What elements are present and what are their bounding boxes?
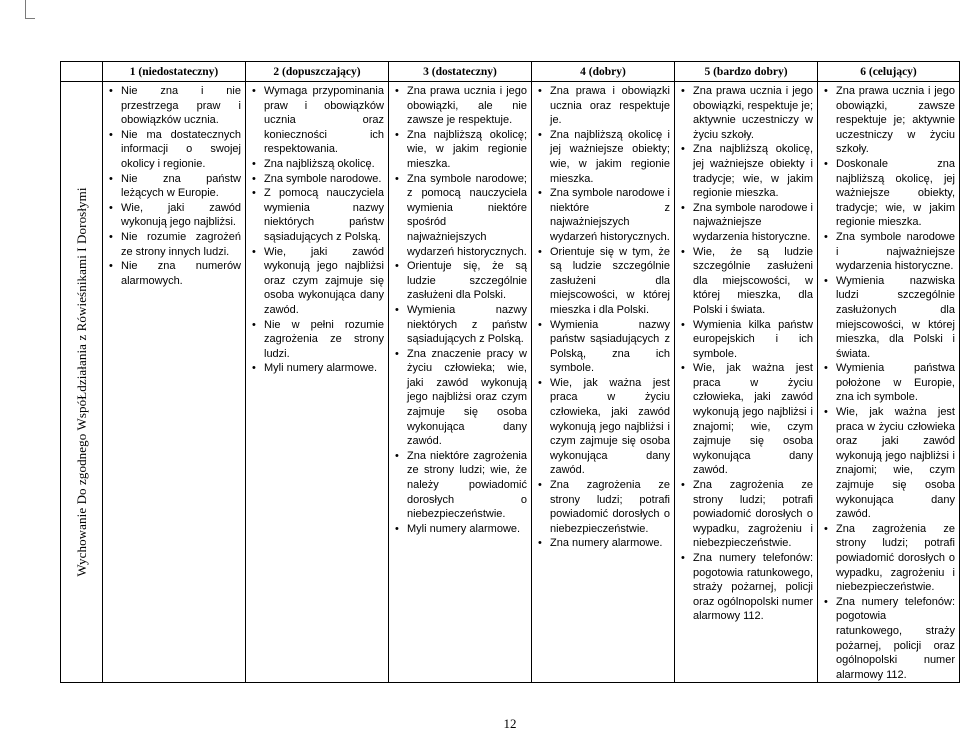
criteria-item: • Zna numery telefonów: pogotowia ratunkowego, straży pożarnej, policji oraz ogólnopolski numer alarmowy 112. [679, 551, 813, 624]
criteria-item: • Wie, jaki zawód wykonują jego najbliżsi oraz czym zajmuje się osoba wykonująca dany zawód. [250, 245, 384, 318]
criteria-item: • Wie, jaki zawód wykonują jego najbliżsi. [107, 201, 241, 230]
criteria-item: • Zna prawa ucznia i jego obowiązki, respektuje je; aktywnie uczestniczy w życiu szkoły. [679, 84, 813, 142]
criteria-item: • Wie, że są ludzie szczególnie zasłużeni dla miejscowości, w której mieszka, dla Polski i świata. [679, 245, 813, 318]
criteria-item: • Zna numery telefonów: pogotowia ratunkowego, straży pożarnej, policji oraz ogólnopolski numer alarmowy 112. [822, 595, 955, 683]
criteria-item: • Orientuje się, że są ludzie szczególnie zasłużeni dla Polski. [393, 259, 527, 303]
grade-cell-1 [103, 82, 246, 683]
criteria-item: • Wymienia kilka państw europejskich i ich symbole. [679, 318, 813, 362]
header-corner [61, 62, 103, 82]
criteria-list [675, 82, 817, 624]
criteria-item: • Zna prawa ucznia i jego obowiązki, ale nie zawsze je respektuje. [393, 84, 527, 128]
criteria-item: • Wymienia państwa położone w Europie, zna ich symbole. [822, 361, 955, 405]
criteria-item: • Myli numery alarmowe. [393, 522, 527, 537]
crop-mark [25, 0, 26, 18]
grade-cell-4 [532, 82, 675, 683]
grade-cell-3 [389, 82, 532, 683]
criteria-list [103, 82, 245, 288]
column-header: 4 (dobry) [532, 62, 675, 82]
grade-cell-5 [675, 82, 818, 683]
criteria-item: • Zna najbliższą okolicę, jej ważniejsze obiekty i tradycje; wie, w jakim regionie mieszka. [679, 142, 813, 200]
criteria-item: • Zna prawa i obowiązki ucznia oraz respektuje je. [536, 84, 670, 128]
criteria-item: • Wymienia nazwy niektórych z państw sąsiadujących z Polską. [393, 303, 527, 347]
criteria-item: • Nie ma dostatecznych informacji o swojej okolicy i regionie. [107, 128, 241, 172]
criteria-item: • Nie zna numerów alarmowych. [107, 259, 241, 288]
criteria-item: • Zna symbole narodowe i niektóre z najważniejszych wydarzeń historycznych. [536, 186, 670, 244]
criteria-item: • Z pomocą nauczyciela wymienia nazwy niektórych państw sąsiadujących z Polską. [250, 186, 384, 244]
criteria-item: • Zna symbole narodowe i najważniejsze wydarzenia historyczne. [822, 230, 955, 274]
criteria-item: • Zna najbliższą okolicę. [250, 157, 384, 172]
criteria-item: • Zna niektóre zagrożenia ze strony ludzi; wie, że należy powiadomić dorosłych o niebezpieczeństwie. [393, 449, 527, 522]
header-row [61, 62, 960, 82]
criteria-list [246, 82, 388, 376]
criteria-item: • Wymienia nazwy państw sąsiadujących z Polską, zna ich symbole. [536, 318, 670, 376]
criteria-item: • Orientuje się w tym, że są ludzie szczególnie zasłużeni dla miejscowości, w której mieszka i dla Polski. [536, 245, 670, 318]
criteria-item: • Zna symbole narodowe. [250, 172, 384, 187]
criteria-item: • Zna zagrożenia ze strony ludzi; potrafi powiadomić dorosłych o wypadku, zagrożeniu i niebezpieczeństwie. [679, 478, 813, 551]
column-header: 1 (niedostateczny) [103, 62, 246, 82]
criteria-item: • Doskonale zna najbliższą okolicę, jej ważniejsze obiekty, tradycje; wie, w jakim regionie mieszka. [822, 157, 955, 230]
column-header: 2 (dopuszczający) [246, 62, 389, 82]
page-number: 12 [503, 716, 517, 731]
crop-mark [25, 18, 35, 19]
criteria-list [532, 82, 674, 551]
criteria-item: • Zna najbliższą okolicę; wie, w jakim regionie mieszka. [393, 128, 527, 172]
criteria-item: • Nie zna państw leżących w Europie. [107, 172, 241, 201]
grade-cell-6 [818, 82, 960, 683]
section-label: Wychowanie Do zgodnego WspóŁdziałania z Rówieśnikami I Dorosłymi [73, 187, 89, 577]
criteria-item: • Zna numery alarmowe. [536, 536, 670, 551]
criteria-item: • Wie, jak ważna jest praca w życiu człowieka, jaki zawód wykonują jego najbliżsi i czym zajmuje się osoba wykonująca dany zawód. [536, 376, 670, 478]
criteria-item: • Wie, jak ważna jest praca w życiu człowieka oraz jaki zawód wykonują jego najbliżsi i znajomi; wie, czym zajmuje się osoba wykonująca dany zawód. [822, 405, 955, 522]
criteria-item: • Nie w pełni rozumie zagrożenia ze strony ludzi. [250, 318, 384, 362]
criteria-item: • Wie, jak ważna jest praca w życiu człowieka, jaki zawód wykonują jego najbliżsi i znajomi; wie, czym zajmuje się osoba wykonująca dany zawód. [679, 361, 813, 478]
column-header: 3 (dostateczny) [389, 62, 532, 82]
criteria-item: • Zna najbliższą okolicę i jej ważniejsze obiekty; wie, w jakim regionie mieszka. [536, 128, 670, 186]
criteria-item: • Zna zagrożenia ze strony ludzi; potrafi powiadomić dorosłych o niebezpieczeństwie. [536, 478, 670, 536]
criteria-list [389, 82, 531, 536]
criteria-item: • Zna symbole narodowe i najważniejsze wydarzenia historyczne. [679, 201, 813, 245]
criteria-item: • Zna prawa ucznia i jego obowiązki, zawsze respektuje je; aktywnie uczestniczy w życiu szkoły. [822, 84, 955, 157]
criteria-item: • Nie rozumie zagrożeń ze strony innych ludzi. [107, 230, 241, 259]
section-label-cell [61, 82, 103, 683]
column-header: 5 (bardzo dobry) [675, 62, 818, 82]
criteria-item: • Wymienia nazwiska ludzi szczególnie zasłużonych dla miejscowości, w której mieszka, dla Polski i świata. [822, 274, 955, 362]
criteria-item: • Zna znaczenie pracy w życiu człowieka; wie, jaki zawód wykonują jego najbliżsi oraz czym zajmuje się osoba wykonująca dany zawód. [393, 347, 527, 449]
criteria-item: • Wymaga przypominania praw i obowiązków ucznia oraz konieczności ich respektowania. [250, 84, 384, 157]
criteria-item: • Nie zna i nie przestrzega praw i obowiązków ucznia. [107, 84, 241, 128]
criteria-item: • Zna zagrożenia ze strony ludzi; potrafi powiadomić dorosłych o wypadku, zagrożeniu i niebezpieczeństwie. [822, 522, 955, 595]
grade-cell-2 [246, 82, 389, 683]
criteria-list [818, 82, 959, 682]
criteria-row [61, 82, 960, 683]
criteria-item: • Zna symbole narodowe; z pomocą nauczyciela wymienia niektóre spośród najważniejszych wydarzeń historycznych. [393, 172, 527, 260]
column-header: 6 (celujący) [818, 62, 960, 82]
grading-criteria-table [60, 61, 960, 683]
criteria-item: • Myli numery alarmowe. [250, 361, 384, 376]
